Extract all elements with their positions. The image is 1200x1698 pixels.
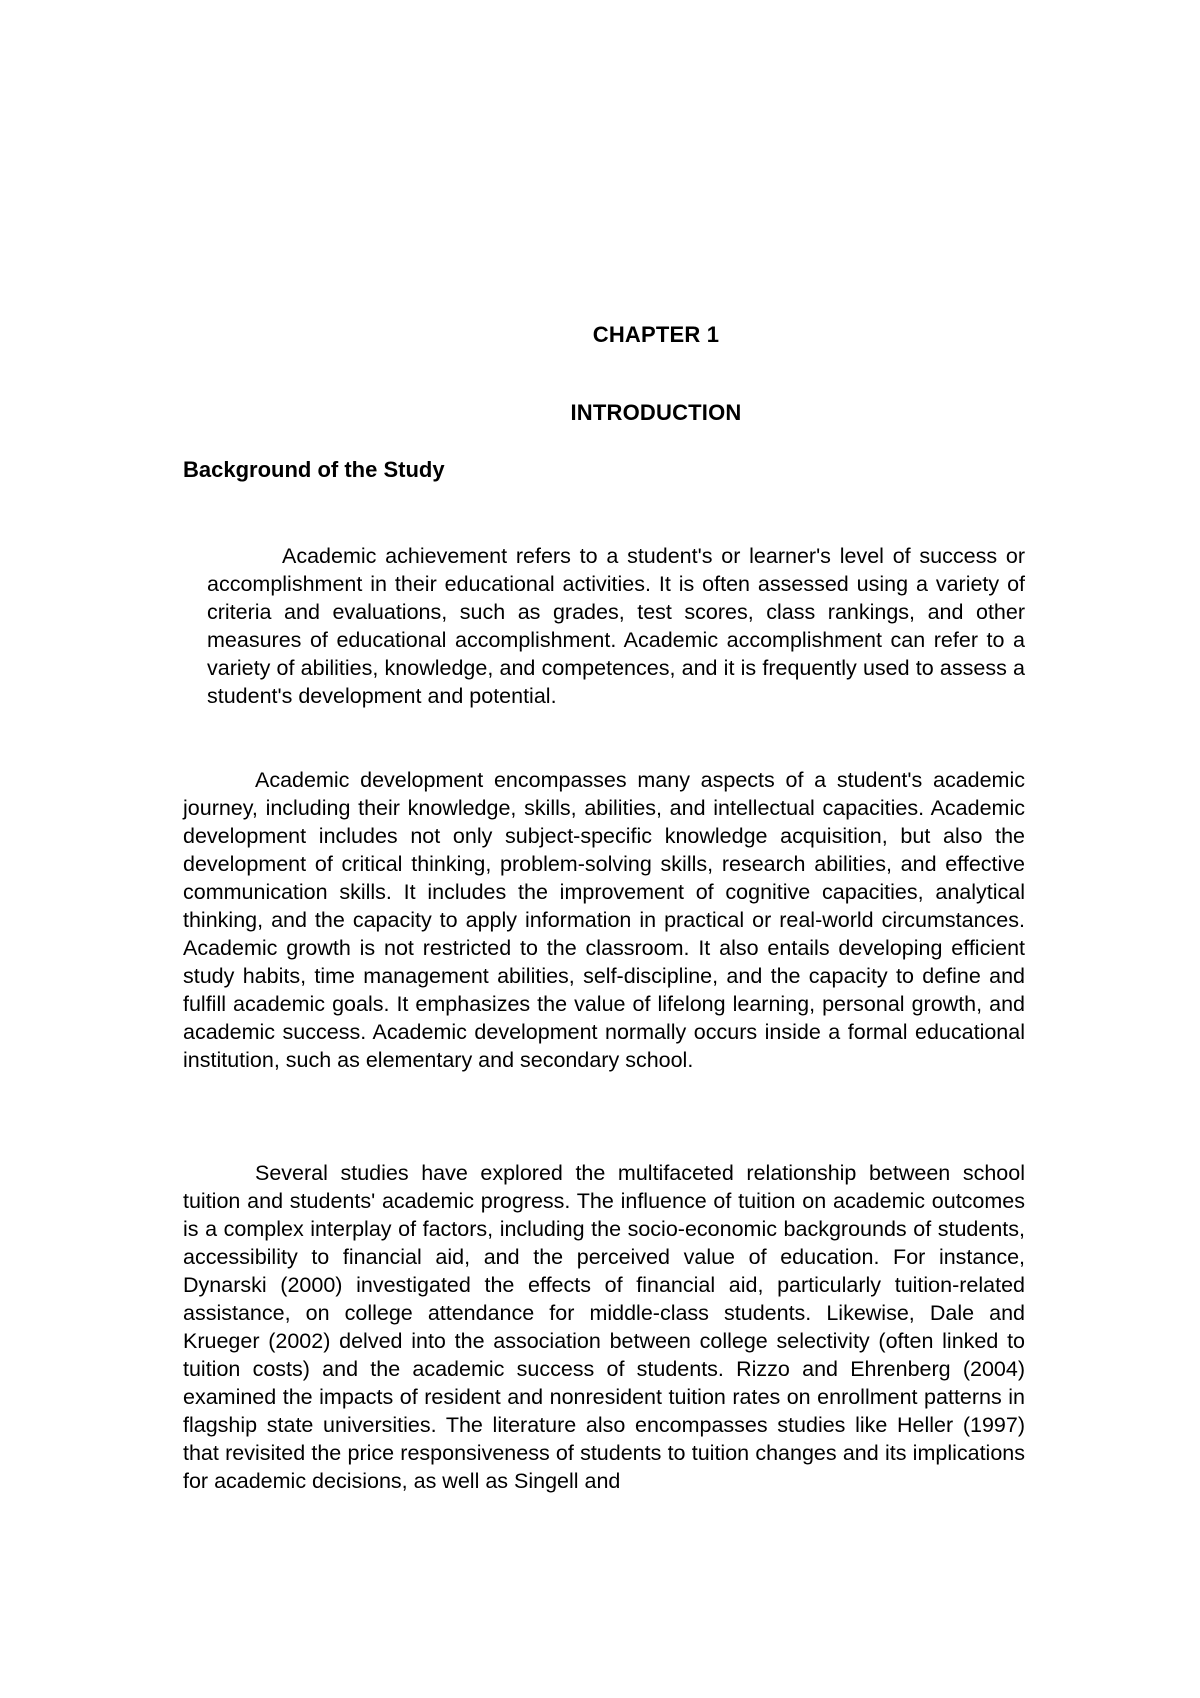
paragraph-academic-development: Academic development encompasses many aspects of a student's academic journey, including their knowledge, skills, abilities, and intellectual capacities. Academic development includes not only subject-specific knowledge acquisition, but also the development of critical thinking, problem-solving skills, research abilities, and effective communication skills. It includes the improvement of cognitive capacities, analytical thinking, and the capacity to apply information in practical or real-world circumstances. Academic growth is not restricted to the classroom. It also entails developing efficient study habits, time management abilities, self-discipline, and the capacity to define and fulfill academic goals. It emphasizes the value of lifelong learning, personal growth, and academic success. Academic development normally occurs inside a formal educational institution, such as elementary and secondary school.: [183, 768, 1025, 1072]
section-heading: Background of the Study: [183, 457, 445, 482]
chapter-title: INTRODUCTION: [570, 400, 742, 425]
chapter-label: CHAPTER 1: [592, 322, 720, 347]
paragraph-tuition-studies: Several studies have explored the multifaceted relationship between school tuition and students' academic progress. The influence of tuition on academic outcomes is a complex interplay of factors, including the socio-economic backgrounds of students, accessibility to financial aid, and the perceived value of education. For instance, Dynarski (2000) investigated the effects of financial aid, particularly tuition-related assistance, on college attendance for middle-class students. Likewise, Dale and Krueger (2002) delved into the association between college selectivity (often linked to tuition costs) and the academic success of students. Rizzo and Ehrenberg (2004) examined the impacts of resident and nonresident tuition rates on enrollment patterns in flagship state universities. The literature also encompasses studies like Heller (1997) that revisited the price responsiveness of students to tuition changes and its implications for academic decisions, as well as Singell and: [183, 1161, 1025, 1493]
paragraph-academic-achievement: Academic achievement refers to a student's or learner's level of success or accomplishment in their educational activities. It is often assessed using a variety of criteria and evaluations, such as grades, test scores, class rankings, and other measures of educational accomplishment. Academic accomplishment can refer to a variety of abilities, knowledge, and competences, and it is frequently used to assess a student's development and potential.: [207, 544, 1025, 708]
